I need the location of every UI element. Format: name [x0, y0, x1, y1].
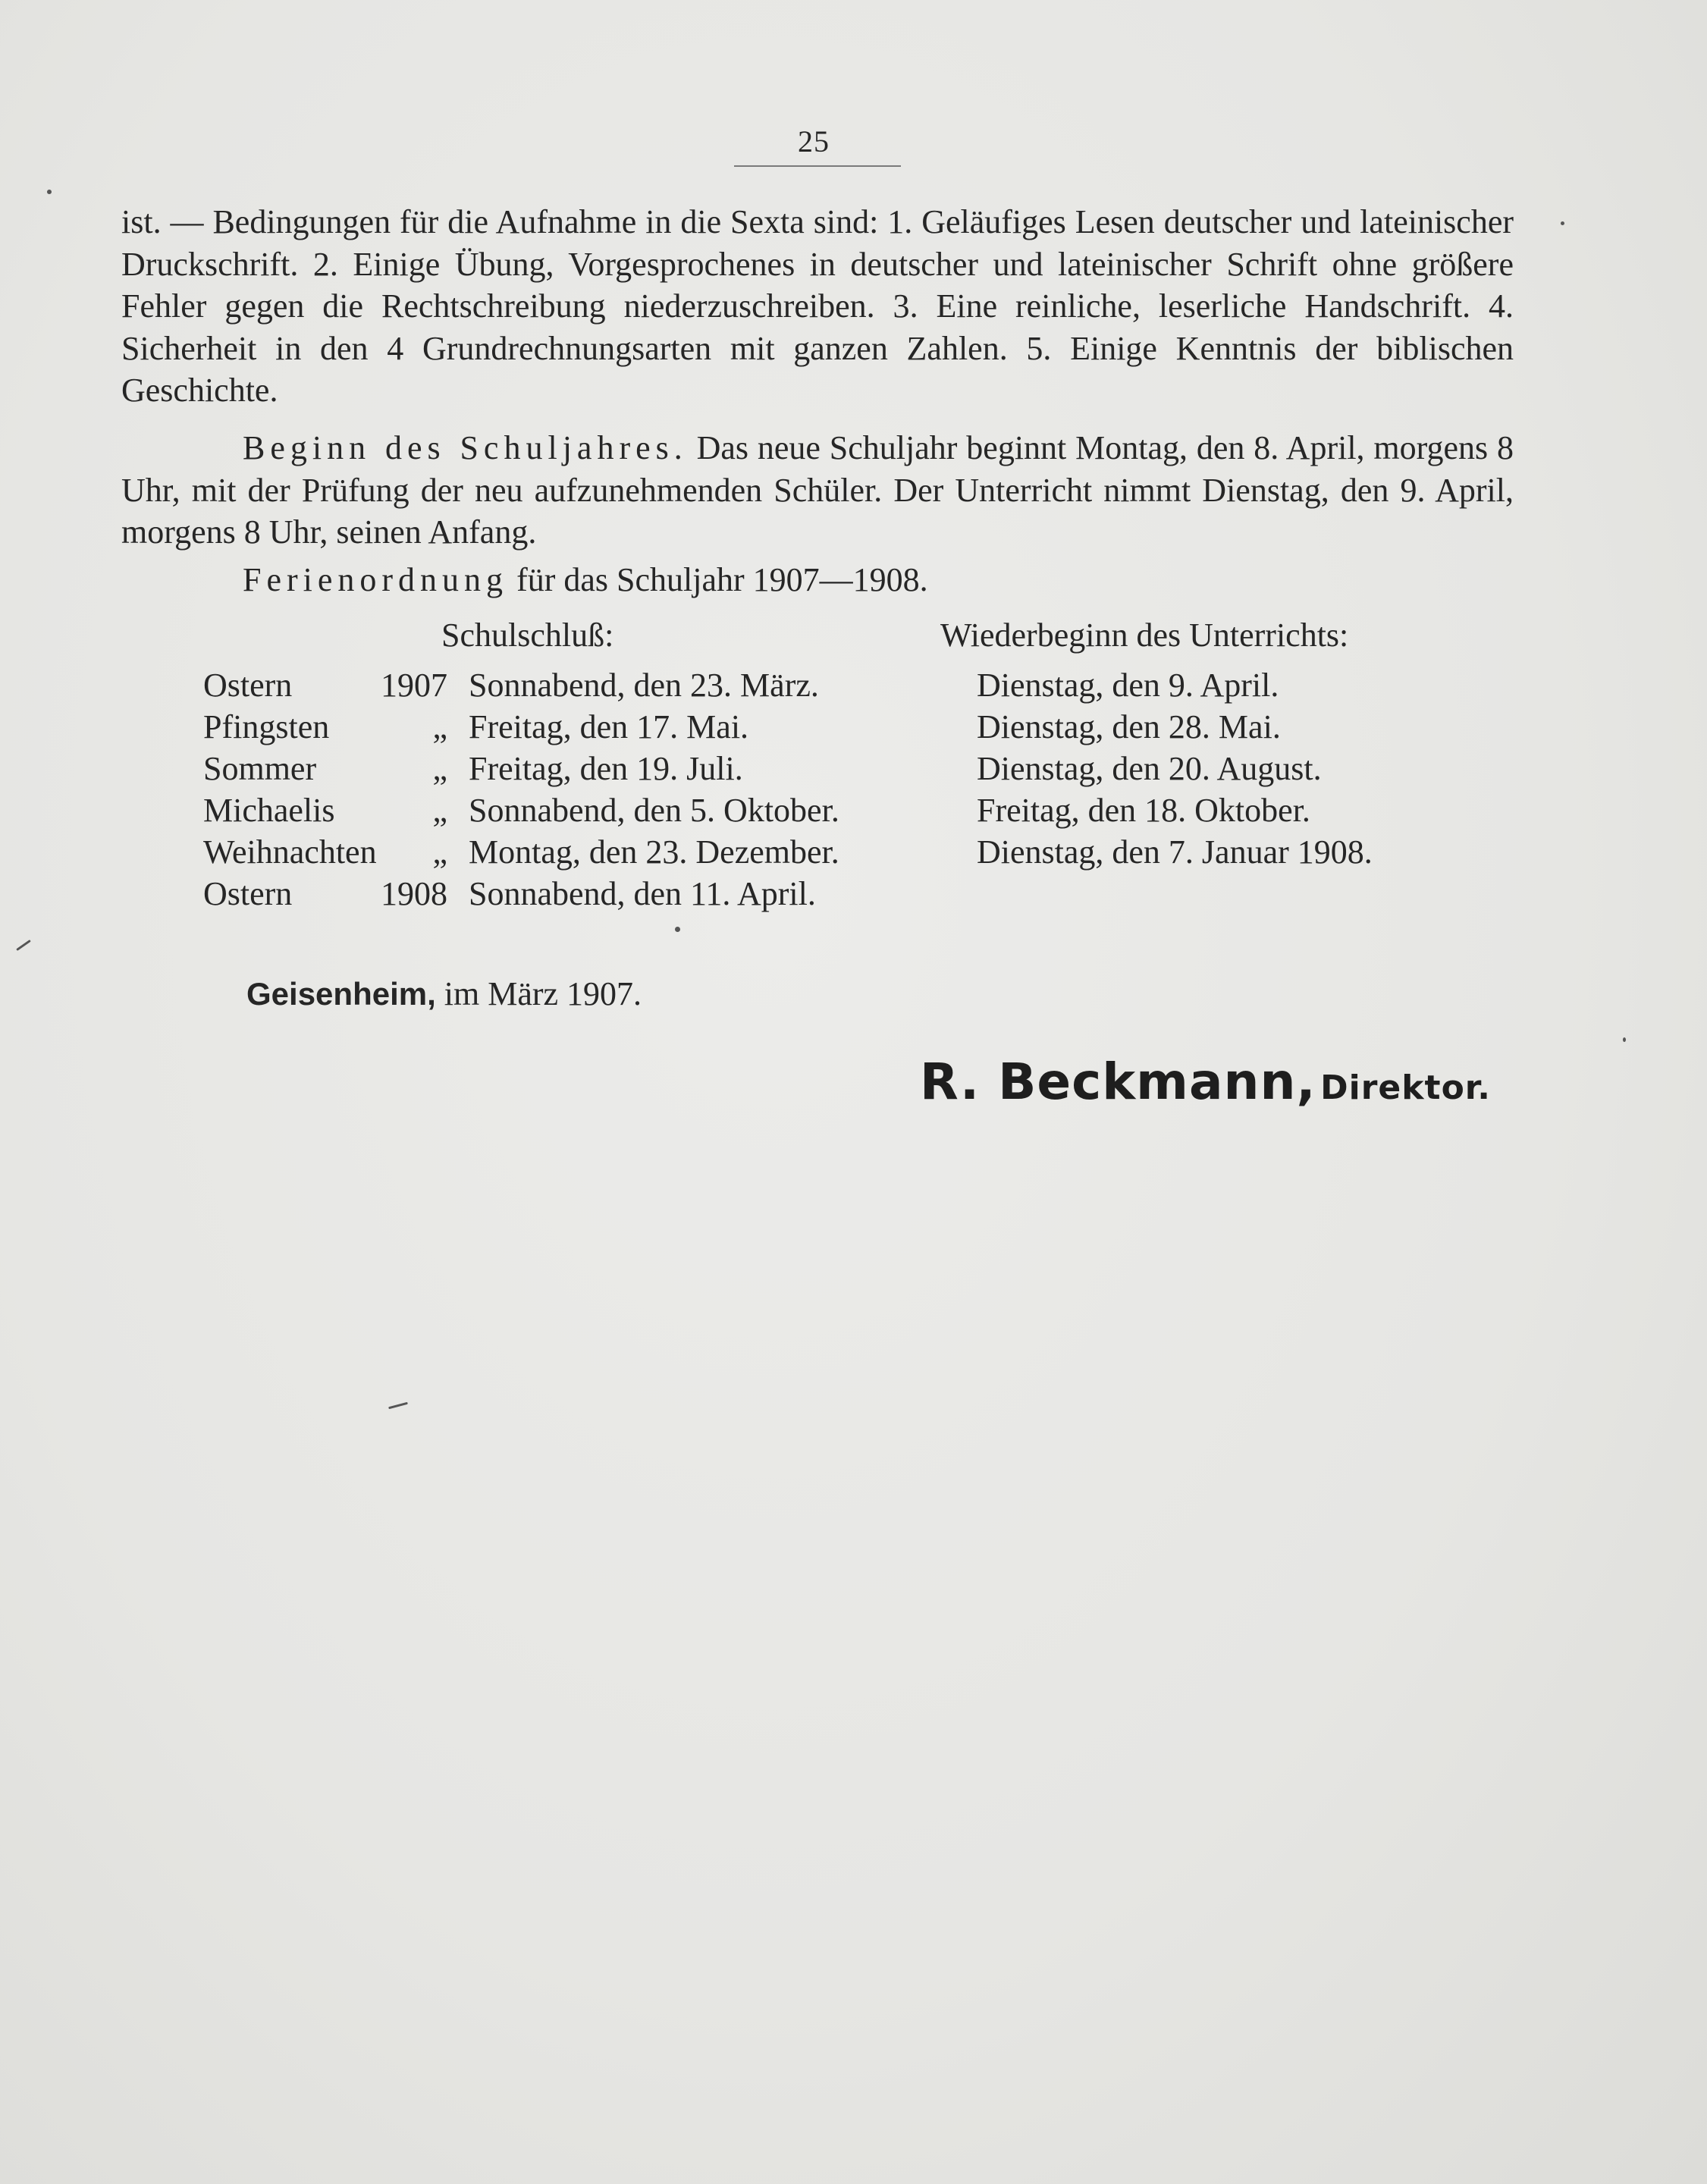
season-cell: Weihnachten — [203, 833, 377, 871]
scan-speck — [675, 927, 680, 932]
school-end-cell: Sonnabend, den 5. Oktober. — [469, 792, 839, 829]
column-header-school-end: Schulschluß: — [441, 617, 614, 654]
table-row — [203, 748, 1492, 789]
school-year-text: Das neue Schuljahr beginnt Montag, den 8. April, morgens 8 Uhr, mit der Prüfung der neu aufzunehmenden Schüler. Der Unterricht nimmt Dienstag, den 9. April, morgens 8 Uhr, seinen Anfang. — [121, 429, 1514, 551]
holiday-schedule-heading: Ferienordnung — [243, 561, 509, 598]
holiday-schedule-heading-rest: für das Schuljahr 1907—1908. — [516, 561, 928, 598]
signature-date: im März 1907. — [444, 975, 642, 1012]
school-end-cell: Sonnabend, den 11. April. — [469, 875, 816, 912]
year-cell: „ — [432, 708, 447, 745]
holiday-table — [203, 664, 1492, 915]
page-number-rule — [734, 165, 901, 167]
signer-title: Direktor. — [1320, 1068, 1491, 1107]
year-cell: „ — [432, 792, 447, 829]
season-cell: Michaelis — [203, 792, 335, 829]
year-cell: 1907 — [381, 667, 447, 704]
place-and-date — [246, 973, 642, 1015]
table-row — [203, 664, 1492, 706]
scan-speck — [47, 190, 52, 194]
year-cell: „ — [432, 750, 447, 787]
year-cell: „ — [432, 833, 447, 871]
resumption-cell: Dienstag, den 7. Januar 1908. — [977, 833, 1373, 871]
scan-speck — [388, 1402, 408, 1410]
signature-block — [920, 1053, 1491, 1111]
school-year-paragraph — [121, 427, 1514, 554]
school-end-cell: Montag, den 23. Dezember. — [469, 833, 839, 871]
table-row — [203, 706, 1492, 748]
column-header-resumption: Wiederbeginn des Unterrichts: — [940, 617, 1349, 654]
school-end-cell: Freitag, den 19. Juli. — [469, 750, 743, 787]
resumption-cell: Dienstag, den 28. Mai. — [977, 708, 1281, 745]
scan-speck — [1561, 221, 1564, 225]
season-cell: Ostern — [203, 667, 293, 704]
school-end-cell: Freitag, den 17. Mai. — [469, 708, 749, 745]
table-row — [203, 789, 1492, 831]
school-end-cell: Sonnabend, den 23. März. — [469, 667, 819, 704]
place-name: Geisenheim, — [246, 976, 436, 1012]
table-row — [203, 873, 1492, 915]
scan-speck — [1623, 1037, 1626, 1042]
signer-name: R. Beckmann, — [920, 1053, 1316, 1111]
page-number: 25 — [798, 124, 830, 158]
resumption-cell: Dienstag, den 9. April. — [977, 667, 1279, 704]
season-cell: Pfingsten — [203, 708, 330, 745]
season-cell: Ostern — [203, 875, 293, 912]
season-cell: Sommer — [203, 750, 317, 787]
holiday-schedule-title — [243, 559, 928, 601]
resumption-cell: Freitag, den 18. Oktober. — [977, 792, 1310, 829]
table-row — [203, 831, 1492, 873]
admission-requirements-paragraph: ist. — Bedingungen für die Aufnahme in die Sexta sind: 1. Geläufiges Lesen deutscher und lateinischer Druckschrift. 2. Einige Übung, Vorgesprochenes in deutscher und lateinischer Schrift ohne größere Fehler gegen die Rechtschreibung niederzuschreiben. 3. Eine reinliche, leserliche Handschrift. 4. Sicherheit in den 4 Grundrechnungsarten mit ganzen Zahlen. 5. Einige Kenntnis der biblischen Geschichte. — [121, 203, 1514, 409]
scan-speck — [16, 940, 31, 951]
year-cell: 1908 — [381, 875, 447, 912]
school-year-heading: Beginn des Schuljahres. — [243, 429, 688, 466]
resumption-cell: Dienstag, den 20. August. — [977, 750, 1322, 787]
